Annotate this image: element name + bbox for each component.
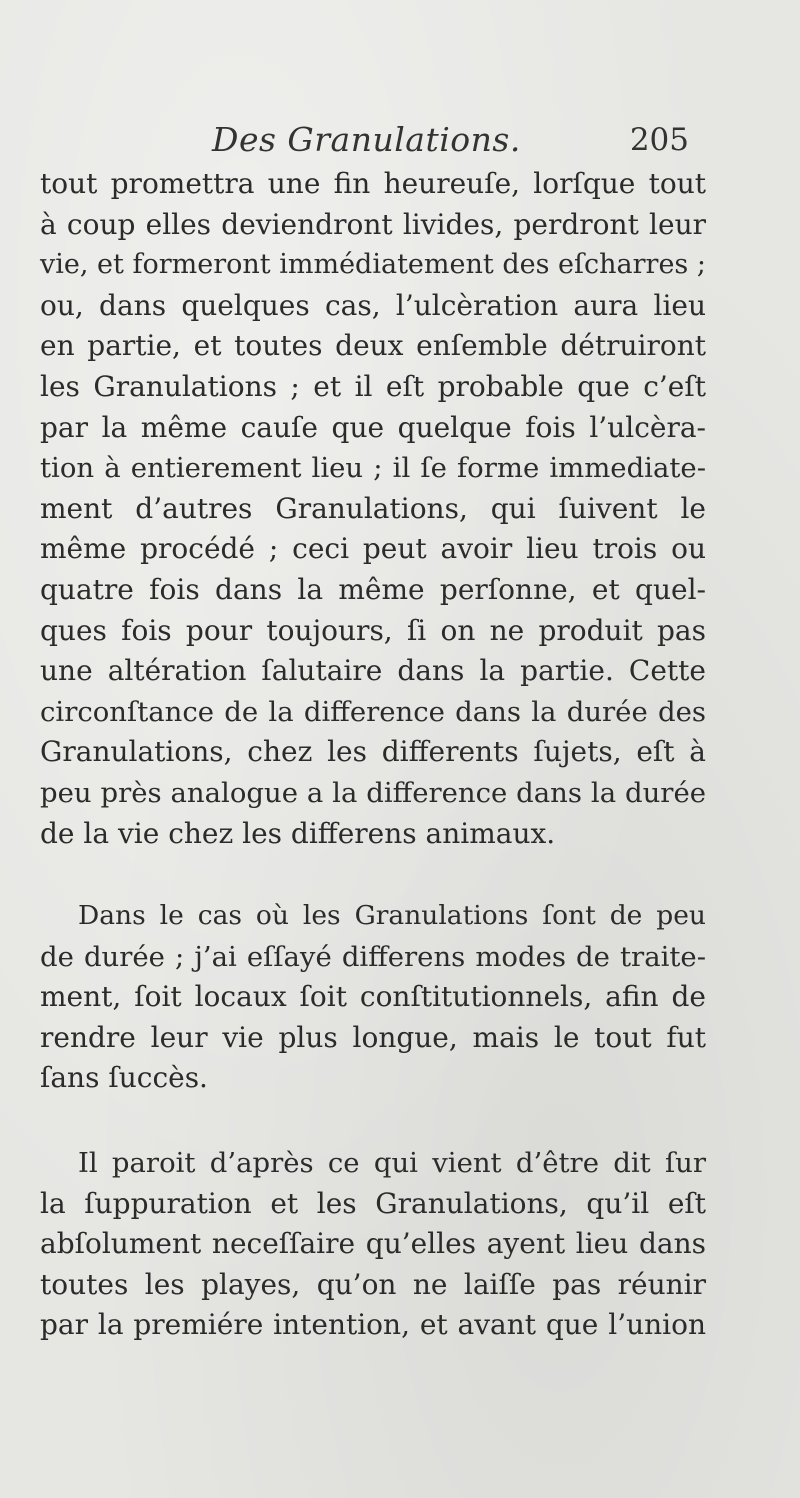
text-line: tout promettra une fin heureuſe, lorſque tout: [40, 167, 706, 200]
text-line: rendre leur vie plus longue, mais le tout fut: [40, 1020, 706, 1054]
paragraph-1: [40, 164, 706, 854]
text-line: peu près analogue a la difference dans la durée: [40, 776, 706, 809]
text-line: toutes les playes, qu’on ne laiſſe pas réunir: [40, 1267, 706, 1301]
text-line: Il paroit d’après ce qui vient d’être dit ſur: [78, 1147, 706, 1179]
text-line: abſolument neceſſaire qu’elles ayent lieu dans: [40, 1227, 706, 1261]
text-line: à coup elles deviendront livides, perdront leur: [40, 207, 706, 241]
text-line: en partie, et toutes deux enſemble détruiront: [40, 329, 706, 363]
text-line: de durée ; j’ai eſſayé differens modes de traite-: [40, 940, 706, 973]
paragraph-3: [40, 1143, 706, 1346]
text-line: Granulations, chez les differents ſujets, eſt à: [40, 735, 706, 769]
text-line: quatre fois dans la même perſonne, et quel-: [40, 572, 706, 606]
text-line: ques fois pour toujours, ſi on ne produit pas: [40, 613, 706, 647]
text-line: par la même cauſe que quelque fois l’ulcèra-: [40, 410, 706, 444]
text-line: les Granulations ; et il eſt probable que c’eſt: [40, 369, 706, 403]
page-number: 205: [629, 122, 689, 158]
text-line: de la vie chez les differens animaux.: [40, 816, 556, 850]
text-line: ment d’autres Granulations, qui ſuivent le: [40, 491, 706, 525]
text-line: une altération ſalutaire dans la partie. Cette: [40, 654, 706, 688]
text-line: ment, ſoit locaux ſoit conſtitutionnels, afin de: [40, 980, 706, 1014]
text-line: tion à entierement lieu ; il ſe forme immediate-: [40, 452, 706, 485]
text-line: par la premiére intention, et avant que l’union: [40, 1308, 706, 1342]
paragraph-2: [40, 896, 706, 1099]
text-line: même procédé ; ceci peut avoir lieu trois ou: [40, 532, 706, 566]
text-line: la ſuppuration et les Granulations, qu’il eſt: [40, 1186, 706, 1220]
text-line: vie, et formeront immédiatement des eſcharres ;: [40, 249, 706, 281]
text-line: ſans ſuccès.: [40, 1061, 208, 1095]
text-line: Dans le cas où les Granulations ſont de peu: [78, 900, 706, 931]
text-line: circonſtance de la difference dans la durée des: [40, 695, 706, 728]
text-line: ou, dans quelques cas, l’ulcèration aura lieu: [40, 288, 706, 322]
page-header: [212, 120, 689, 170]
running-title: Des Granulations.: [212, 120, 521, 159]
